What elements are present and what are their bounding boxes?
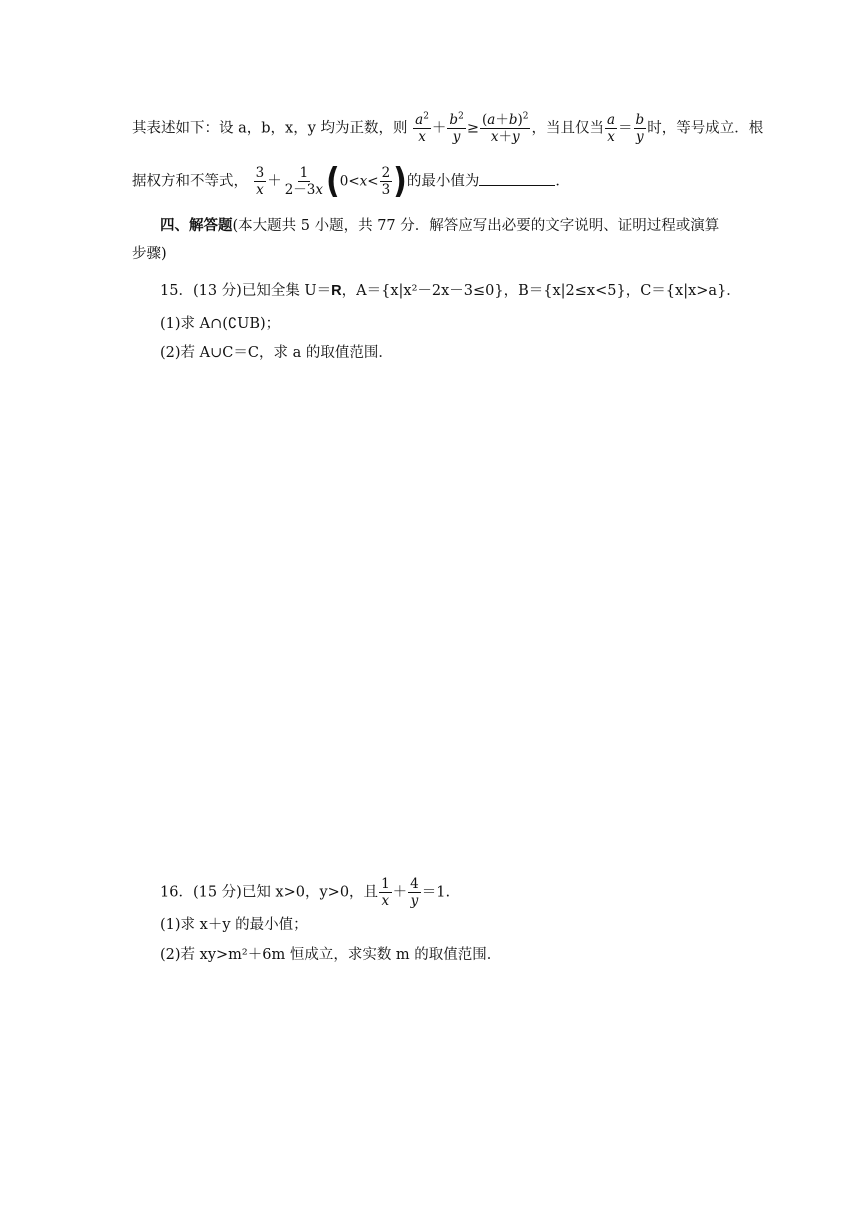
fraction-b-over-y: $\frac{b}{y}$ [635,112,645,146]
intro-text-c: 时，等号成立．根 [647,120,764,137]
fraction-2-over-3: $\frac{2}{3}$ [381,165,391,199]
q16-part2-text: (2)若 xy>m²＋6m 恒成立，求实数 m 的取值范围． [160,947,502,963]
q16-part1 [160,915,308,935]
q16-part2 [160,945,501,965]
intro-line-1: 其表述如下：设 a，b，x，y 均为正数，则 $\frac{a^2}{x}$ ＋ $\frac{b^2}{y}$ ≥ $\frac{(a+b)^2}{x+y}$ ，当且仅当 $\frac{a}{x}$ ＝ $\frac{b}{y}$ 时，等号成立．根 [132,111,764,146]
real-numbers-symbol: R [331,283,342,299]
q15-stem-text: 15．(13 分)已知全集 U＝ [160,283,332,299]
q15-sets-text: ，A＝{x|x²－2x－3≤0}，B＝{x|2≤x<5}，C＝{x|x>a}． [341,283,741,299]
fraction-1-over-x: $\frac{1}{x}$ [381,876,390,910]
q15-part1 [160,314,280,334]
intro-text-d: 据权方和不等式， [132,173,248,190]
right-paren: ) [393,160,407,202]
intro-text-b: ，当且仅当 [531,120,604,137]
fraction-3-over-x: $\frac{3}{x}$ [255,165,265,199]
section-line-1 [160,216,719,236]
q16-stem: 16．(15 分)已知 x>0，y>0，且 $\frac{1}{x}$ ＋ $\frac{4}{y}$ ＝1. [160,876,451,910]
q16-stem-text-a: 16．(15 分)已知 x>0，y>0，且 [160,884,379,901]
fraction-sum-squared: $\frac{(a+b)^2}{x+y}$ [481,111,529,146]
q16-stem-text-b: ＝1. [421,884,451,901]
section-note-b: 步骤) [132,246,167,262]
q15-part2-text: (2)若 A∪C＝C，求 a 的取值范围． [160,345,393,361]
left-paren: ( [326,160,340,202]
fraction-a-over-x: $\frac{a}{x}$ [606,112,616,146]
fraction-a2-over-x: $\frac{a^2}{x}$ [415,111,429,146]
intro-end: ． [555,173,570,190]
geq-sign: ≥ [466,120,479,137]
fraction-b2-over-y: $\frac{b^2}{y}$ [449,111,464,146]
intro-text-e: 的最小值为 [406,173,480,190]
q15-stem [160,281,741,301]
section-note-a: (本大题共 5 小题，共 77 分．解答应写出必要的文字说明、证明过程或演算 [232,218,720,234]
q15-part1-text: (1)求 A∩(∁UB)； [160,316,281,332]
fraction-4-over-y: $\frac{4}{y}$ [410,876,419,910]
fraction-1-over-2-3x: $\frac{1}{2-3x}$ [284,165,324,199]
intro-line-2: 据权方和不等式， $\frac{3}{x}$ ＋ $\frac{1}{2-3x}$ (0<x< $\frac{2}{3}$ )的最小值为 ． [132,160,570,202]
section-line-2 [132,244,167,264]
q16-part1-text: (1)求 x＋y 的最小值； [160,917,308,933]
section-heading: 四、解答题 [160,218,233,234]
intro-text-a: 其表述如下：设 a，b，x，y 均为正数，则 [132,120,408,137]
q15-part2 [160,343,393,363]
answer-blank [479,171,555,186]
